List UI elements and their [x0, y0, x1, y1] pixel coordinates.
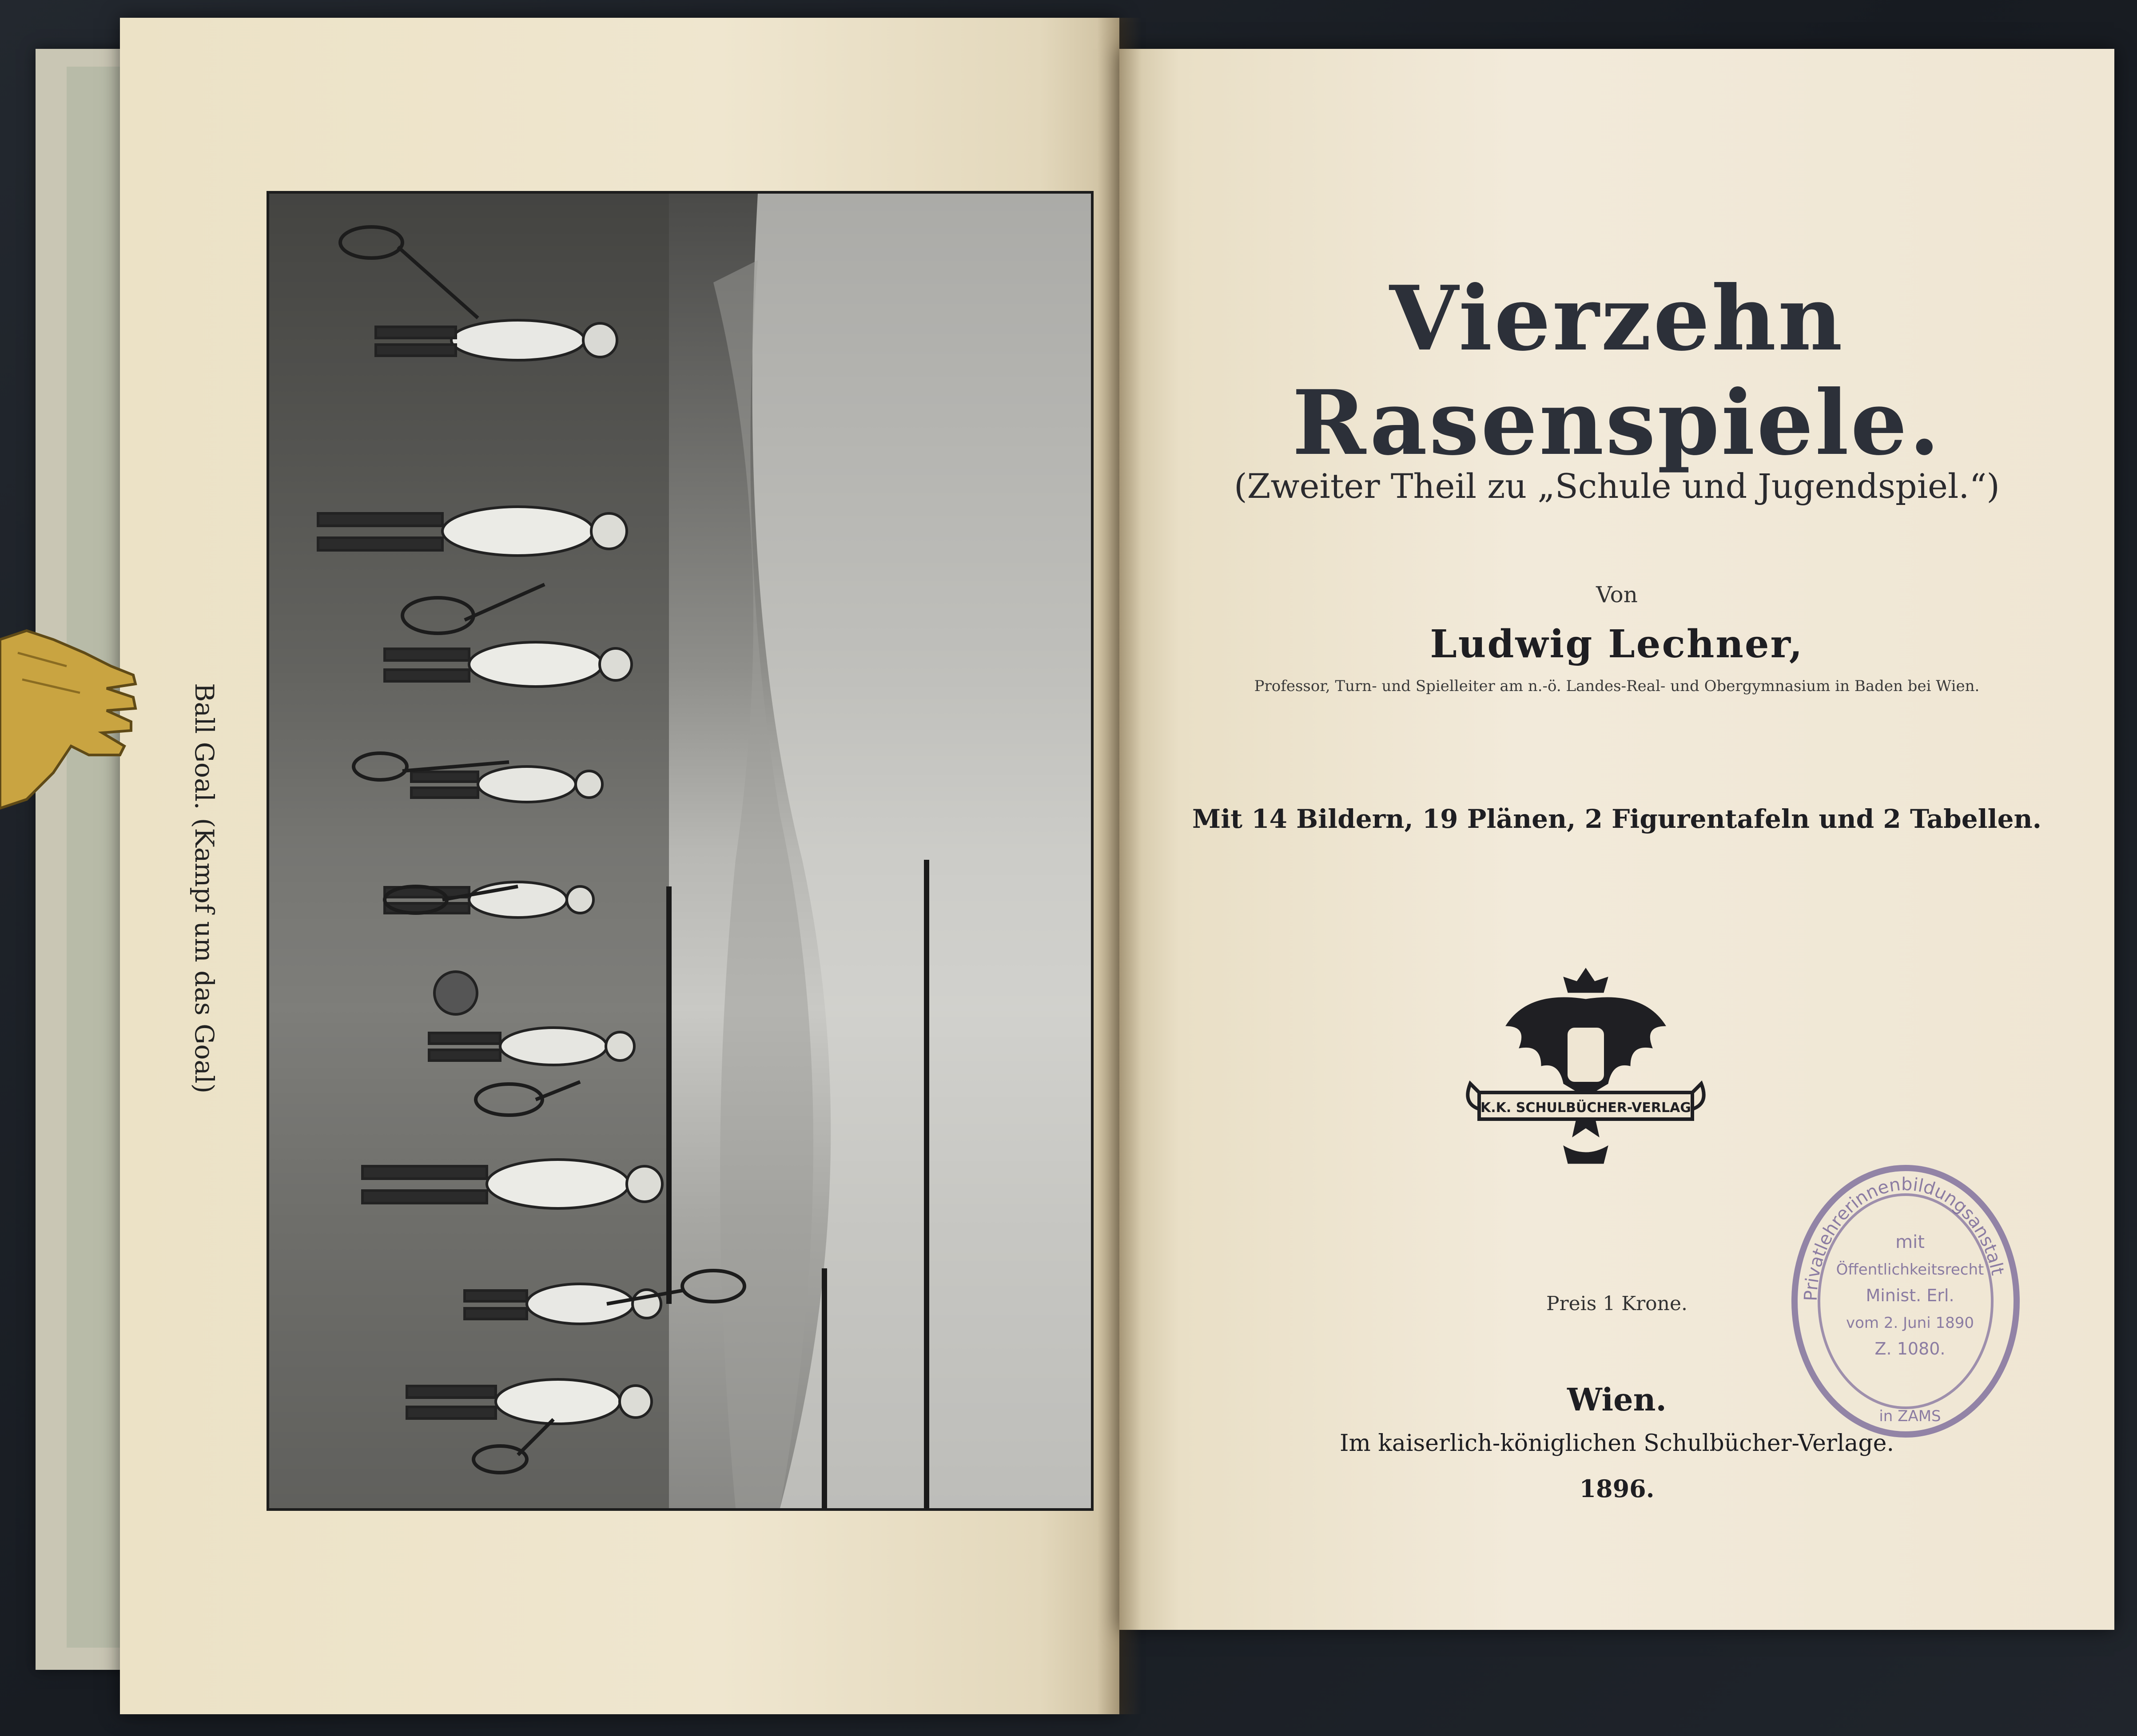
stamp-line-2: Öffentlichkeitsrecht — [1836, 1261, 1984, 1279]
author-profession: Professor, Turn- und Spielleiter am n.-ö. Landes-Real- und Obergymnasium in Baden bei Wien. — [1254, 677, 1980, 695]
plate-caption: Ball Goal. (Kampf um das Goal) — [189, 683, 219, 1094]
brass-hand-clip — [0, 613, 142, 826]
publisher-name: Im kaiserlich-königlichen Schulbücher-Verlage. — [1340, 1430, 1894, 1457]
photograph-plate — [267, 191, 1094, 1511]
by-label: Von — [1596, 582, 1638, 608]
publication-place: Wien. — [1567, 1381, 1667, 1418]
stamp-ring-text: Privatlehrerinnenbildungsanstalt — [1800, 1174, 2008, 1302]
publication-year: 1896. — [1579, 1474, 1655, 1503]
photograph-figures — [269, 194, 1091, 1508]
double-eagle-emblem — [1453, 950, 1719, 1181]
ball — [434, 972, 477, 1014]
stamp-line-1: mit — [1895, 1232, 1925, 1252]
stamp-line-4: vom 2. Juni 1890 — [1846, 1314, 1974, 1332]
stamp-line-3: Minist. Erl. — [1866, 1286, 1954, 1305]
stamp-line-5: Z. 1080. — [1874, 1339, 1946, 1359]
book-endpaper-strip — [67, 67, 120, 1648]
author-name: Ludwig Lechner, — [1430, 622, 1804, 667]
library-stamp — [1781, 1155, 2030, 1439]
price-label: Preis 1 Krone. — [1546, 1292, 1688, 1315]
book-title: Vierzehn Rasenspiele. — [1292, 266, 1942, 475]
stamp-bottom-text: in ZAMS — [1879, 1407, 1941, 1425]
emblem-label: K.K. SCHULBÜCHER-VERLAG — [1480, 1100, 1691, 1116]
illustrations-note: Mit 14 Bildern, 19 Plänen, 2 Figurentafeln und 2 Tabellen. — [1192, 804, 2041, 834]
book-subtitle: (Zweiter Theil zu „Schule und Jugendspiel.“) — [1234, 466, 2000, 506]
